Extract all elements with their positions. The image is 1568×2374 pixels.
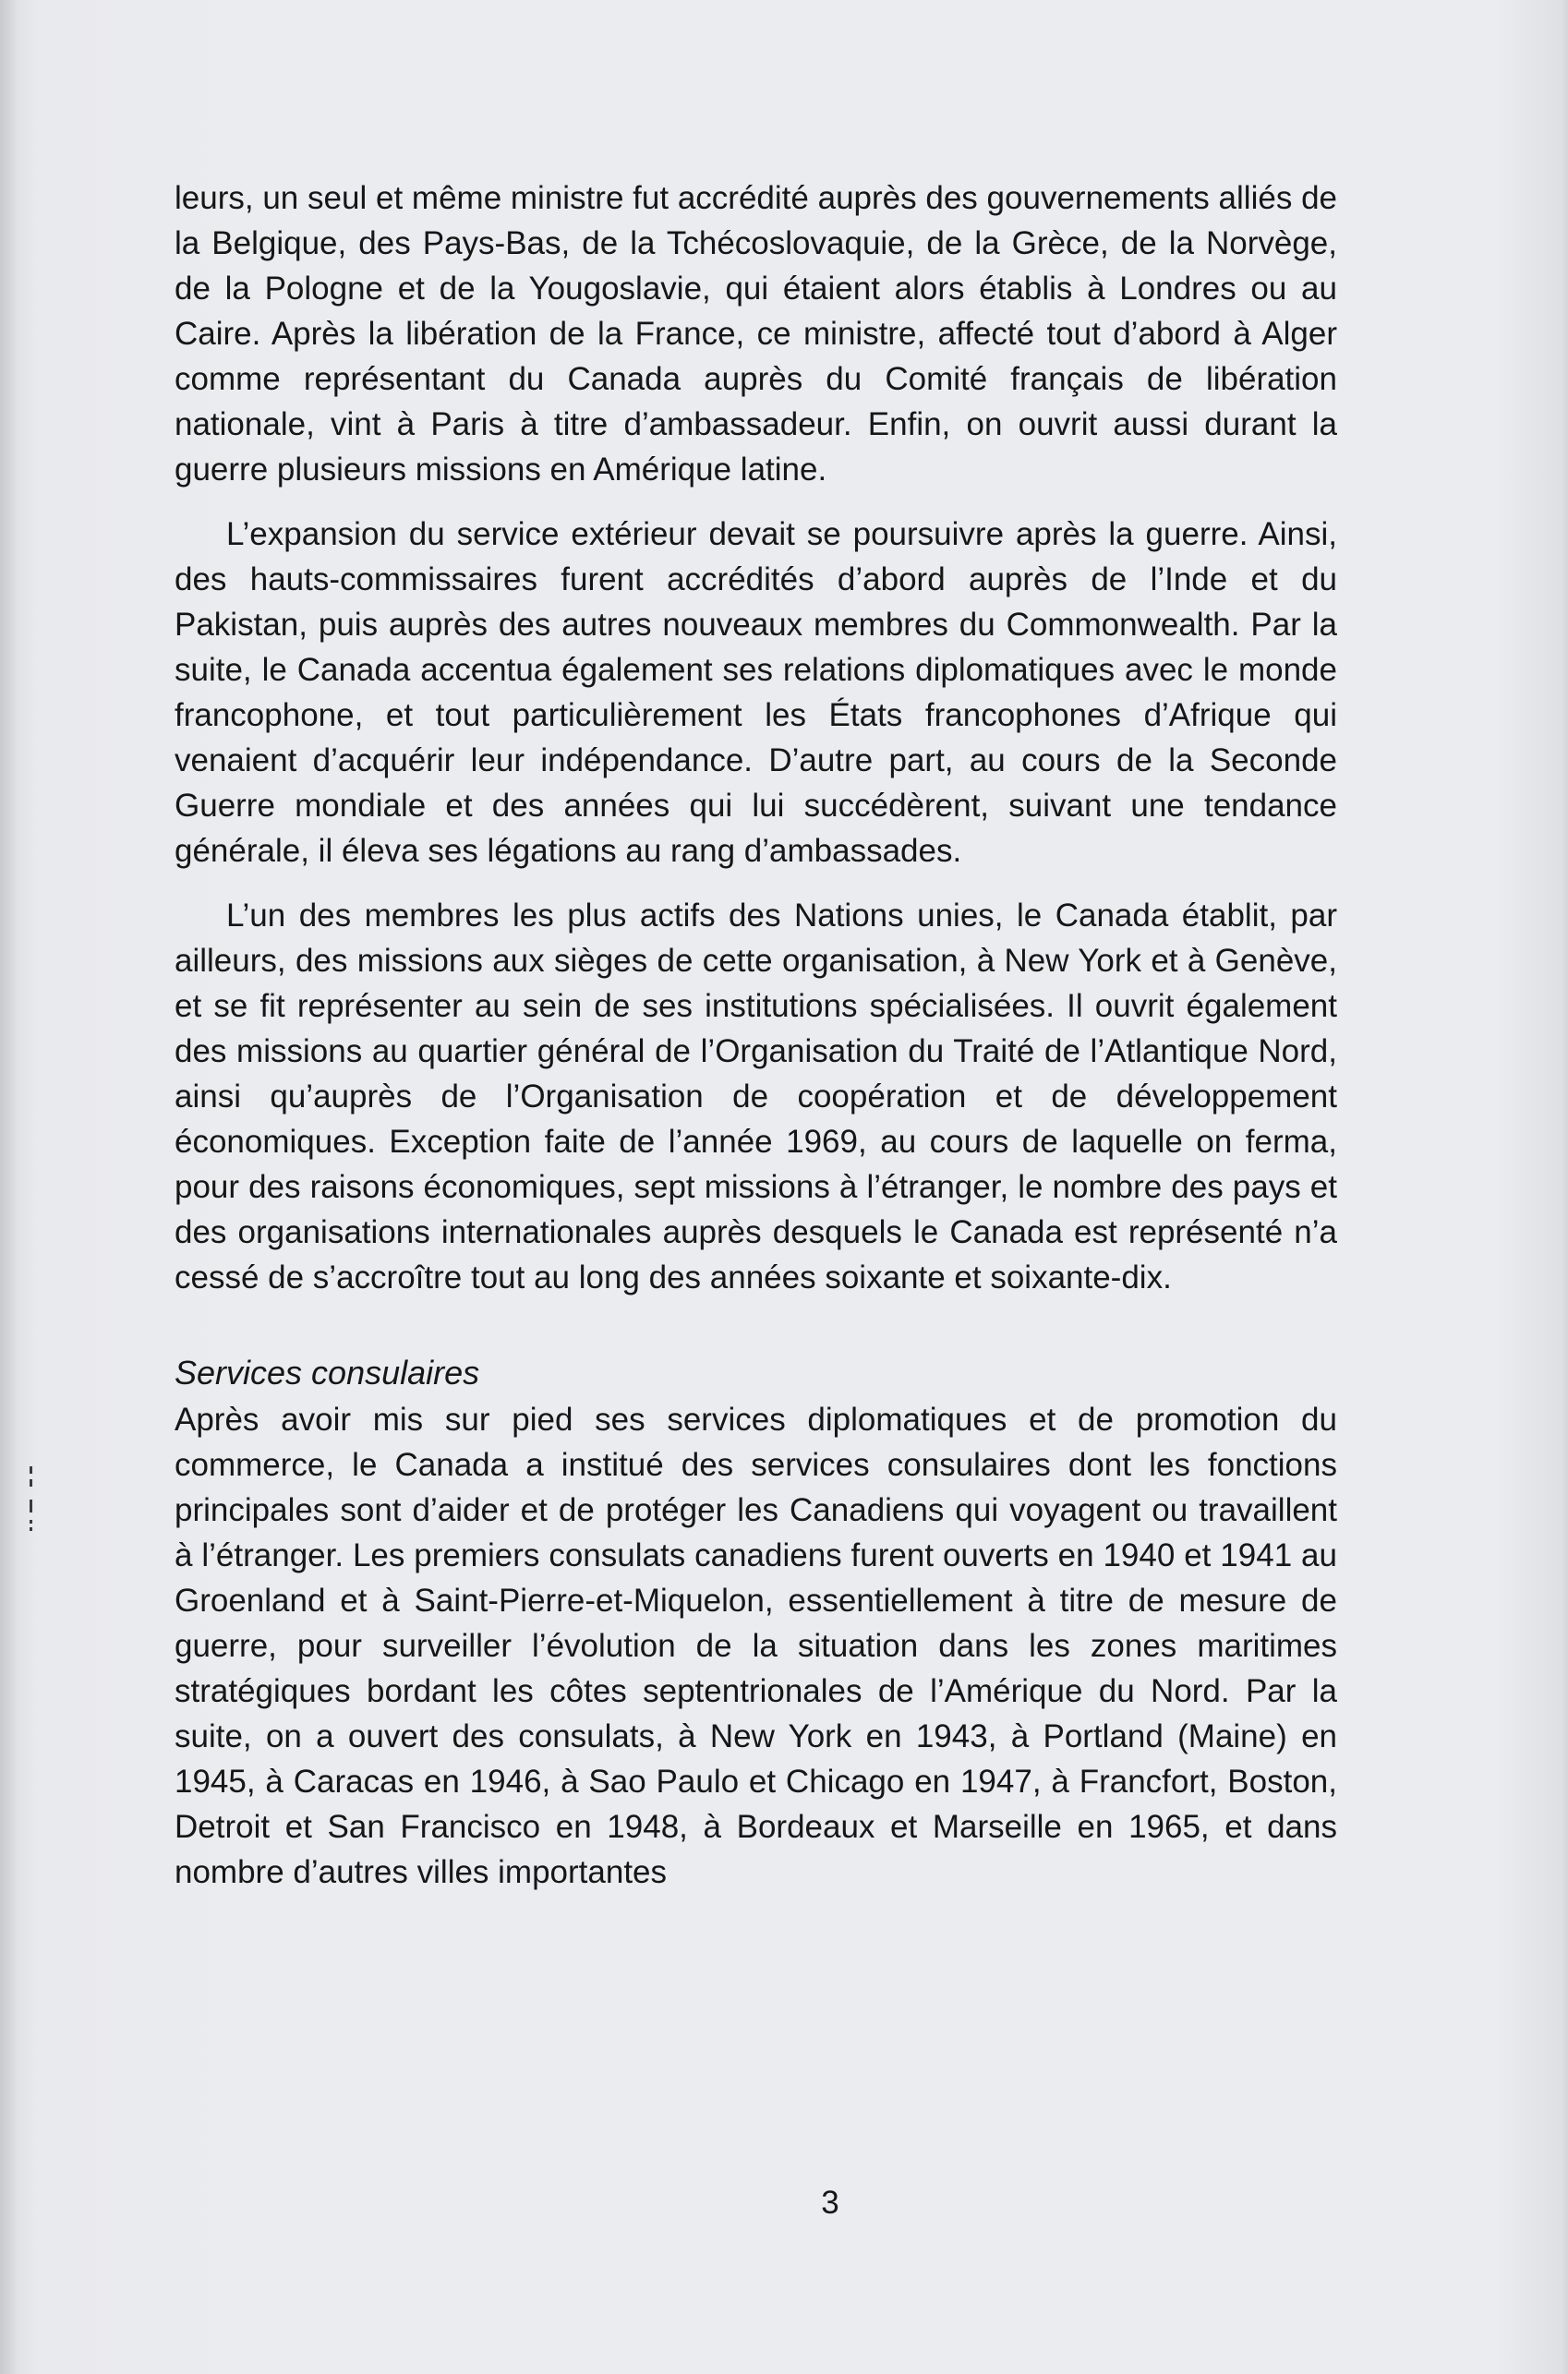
paragraph-continuation: leurs, un seul et même ministre fut accrédité auprès des gouvernements alliés de la Belgique, des Pays-Bas, de la Tchécoslovaquie, de la Grèce, de la Norvège, de la Pologne et de la Yougoslavie, qui étaient alors établis à Londres ou au Caire. Après la libération de la France, ce ministre, affecté tout d’abord à Alger comme représentant du Canada auprès du Comité français de libération nationale, vint à Paris à titre d’ambassadeur. Enfin, on ouvrit aussi durant la guerre plusieurs missions en Amérique latine. <box>175 180 1337 488</box>
binding-marks <box>30 1466 35 1531</box>
page-number: 3 <box>821 2185 839 2221</box>
paragraph-consular-services: Après avoir mis sur pied ses services diplomatiques et de promotion du commerce, le Canada a institué des services consulaires dont les fonctions principales sont d’aider et de protéger les Canadiens qui voyagent ou travaillent à l’étranger. Les premiers consulats canadiens furent ouverts en 1940 et 1941 au Groenland et à Saint-Pierre-et-Miquelon, essentiellement à titre de mesure de guerre, pour surveiller l’évolution de la situation dans les zones maritimes stratégiques bordant les côtes septentrionales de l’Amérique du Nord. Par la suite, on a ouvert des consulats, à New York en 1943, à Portland (Maine) en 1945, à Caracas en 1946, à Sao Paulo et Chicago en 1947, à Francfort, Boston, Detroit et San Francisco en 1948, à Bordeaux et Marseille en 1965, et dans nombre d’autres villes importantes <box>175 1402 1337 1890</box>
paragraph-united-nations: L’un des membres les plus actifs des Nations unies, le Canada établit, par ailleurs, des missions aux sièges de cette organisation, à New York et à Genève, et se fit représenter au sein de ses institutions spécialisées. Il ouvrit également des missions au quartier général de l’Organisation du Traité de l’Atlantique Nord, ainsi qu’auprès de l’Organisation de coopération et de développement économiques. Exception faite de l’année 1969, au cours de laquelle on ferma, pour des raisons économiques, sept missions à l’étranger, le nombre des pays et des organisations internationales auprès desquels le Canada est représenté n’a cessé de s’accroître tout au long des années soixante et soixante-dix. <box>175 898 1337 1295</box>
page-edge-shadow <box>0 0 17 2374</box>
section-heading: Services consulaires <box>175 1354 480 1392</box>
paragraph-postwar-expansion: L’expansion du service extérieur devait se poursuivre après la guerre. Ainsi, des hauts-commissaires furent accrédités d’abord auprès de l’Inde et du Pakistan, puis auprès des autres nouveaux membres du Commonwealth. Par la suite, le Canada accentua également ses relations diplomatiques avec le monde francophone, et tout particulièrement les États francophones d’Afrique qui venaient d’acquérir leur indépendance. D’autre part, au cours de la Seconde Guerre mondiale et des années qui lui succédèrent, suivant une tendance générale, il éleva ses légations au rang d’ambassades. <box>175 516 1337 869</box>
body-text-column <box>175 175 1337 1914</box>
